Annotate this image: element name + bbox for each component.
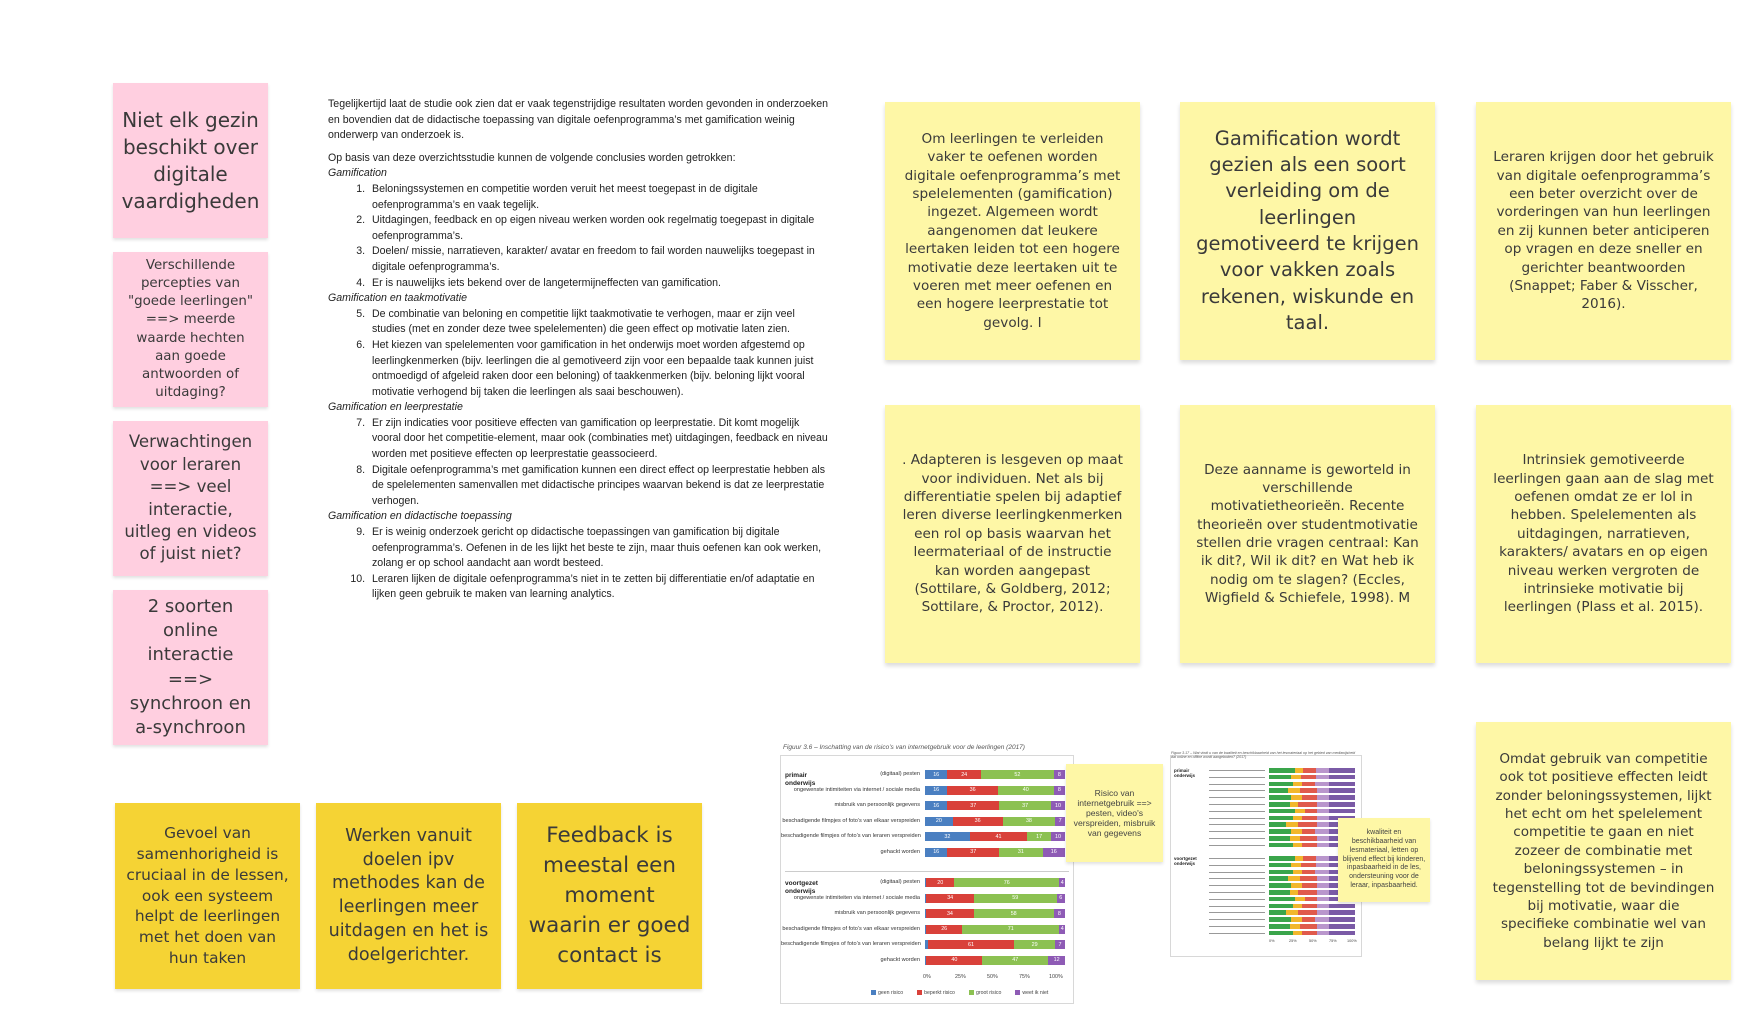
chart-bar-segment <box>1302 931 1317 936</box>
chart-bar <box>925 940 1065 949</box>
pink-note-4[interactable]: 2 soorten online interactie ==> synchroon en a-synchroon <box>113 590 268 745</box>
chart-bar-segment <box>1288 876 1300 881</box>
chart-category-placeholder <box>1209 872 1265 873</box>
chart-bar-segment <box>1269 843 1293 848</box>
chart-tick: 25% <box>1289 939 1297 943</box>
chart-bar-segment: 37 <box>999 801 1051 810</box>
chart-bar-segment <box>1291 829 1301 834</box>
doc-list-item: 9. Er is weinig onderzoek gericht op didactische toepassingen van gamification bij digitale oefenprogramma’s. Oefenen in de les lijkt het beste te zijn, maar thuis oefenen kan ook werken, zolang er op school aandacht aan wordt besteed. <box>368 525 828 572</box>
doc-list-item: 8. Digitale oefenprogramma’s met gamification kunnen een direct effect op leerprestatie hebben als de spelelementen samenvallen met didactische principes waarvan bekend is dat ze leerprestatie verhogen. <box>368 463 828 510</box>
chart-bar-segment <box>1291 883 1301 888</box>
chart-bar-segment <box>1269 904 1293 909</box>
chart-bar-segment <box>1269 782 1293 787</box>
doc-list-item: 10. Leraren lijken de digitale oefenprogramma’s niet in te zetten bij differentiatie en/of adaptatie en lijken geen gebruik te maken van learning analytics. <box>368 572 828 603</box>
chart-bar-segment <box>1316 856 1329 861</box>
doc-lead: Op basis van deze overzichtsstudie kunnen de volgende conclusies worden getrokken: <box>328 151 736 164</box>
chart-category-label: (digitaal) pesten <box>880 771 920 777</box>
dark-note-samenhorigheid[interactable]: Gevoel van samenhorigheid is cruciaal in de lessen, ook een systeem helpt de leerlingen met het doen van hun taken <box>115 803 300 989</box>
chart-bar-segment <box>1317 788 1329 793</box>
doc-list-item: 5. De combinatie van beloning en competitie lijkt taakmotivatie te verhogen, maar er zijn veel studies (met en zonder deze twee spelelementen) die geen effect op motivatie laten zien. <box>368 307 828 338</box>
chart-bar-segment <box>1269 897 1295 902</box>
chart-bar-segment <box>1329 775 1355 780</box>
chart-category-label: ongewenste intimiteiten via internet / sociale media <box>793 786 920 793</box>
dark-note-feedback[interactable]: Feedback is meestal een moment waarin er goed contact is <box>517 803 702 989</box>
chart-bar-segment: 16 <box>925 786 947 795</box>
chart-category-label: ongewenste intimiteiten via internet / sociale media <box>793 894 920 901</box>
chart-bar-segment: 8 <box>1054 786 1065 795</box>
yellow-note-verleiden[interactable]: Om leerlingen te verleiden vaker te oefenen worden digitale oefenprogramma’s met spelelementen (gamification) ingezet. Algemeen wordt aangenomen dat leukere leertaken leiden tot een hogere motivatie deze leertaken uit te voeren met meer oefenen en een hogere leerprestatie tot gevolg. I <box>885 102 1140 360</box>
chart-bar-segment <box>1303 768 1316 773</box>
chart-bar-segment <box>1298 890 1317 895</box>
chart-bar-segment <box>1269 931 1293 936</box>
chart-bar-segment <box>1329 931 1355 936</box>
chart-category-label: misbruik van persoonlijk gegevens <box>834 910 920 916</box>
chart-tick: 75% <box>1329 939 1337 943</box>
chart-tick: 50% <box>1309 939 1317 943</box>
yellow-note-gamification-verleiding[interactable]: Gamification wordt gezien als een soort verleiding om de leerlingen gemotiveerd te krijgen voor vakken zoals rekenen, wiskunde en taal. <box>1180 102 1435 360</box>
chart-bar-segment <box>1317 816 1329 821</box>
chart-category-placeholder <box>1209 878 1265 879</box>
chart-bar-segment <box>1316 863 1329 868</box>
chart-bar <box>925 878 1065 887</box>
chart-category-placeholder <box>1209 804 1265 805</box>
chart-category-label: gehackt worden <box>880 848 920 855</box>
chart-bar-segment <box>1269 924 1290 929</box>
chart-bar-segment <box>1295 768 1304 773</box>
chart-bar-segment <box>1269 809 1295 814</box>
chart-bar-segment <box>1286 822 1298 827</box>
chart-tick: 0% <box>923 974 931 980</box>
chart-bar-segment: 10 <box>1051 832 1065 841</box>
chart-category-placeholder <box>1209 838 1265 839</box>
chart-category-placeholder <box>1209 858 1265 859</box>
doc-list <box>328 416 828 510</box>
doc-list <box>328 182 828 291</box>
chart-bar-segment <box>1302 795 1317 800</box>
chart-category-label: beschadigende filmpjes of foto’s van leraren verspreiden <box>781 833 921 839</box>
chart-bar-segment <box>1269 876 1288 881</box>
chart-bar-segment <box>1269 836 1290 841</box>
chart-bar-segment <box>1317 897 1329 902</box>
chart-bar-segment <box>1290 890 1299 895</box>
chart-bar-segment <box>1315 782 1329 787</box>
chart-category-placeholder <box>1209 797 1265 798</box>
doc-section-heading: Gamification en leerprestatie <box>328 401 463 414</box>
chart-caption: Figuur 3.6 – Inschatting van de risico’s van internetgebruik voor de leerlingen (2017) <box>783 744 1025 751</box>
chart-bar-segment <box>1315 870 1329 875</box>
chart-bar-segment <box>1298 802 1317 807</box>
chart-category-placeholder <box>1209 845 1265 846</box>
chart-category-placeholder <box>1209 933 1265 934</box>
chart-bar-segment: 59 <box>974 894 1057 903</box>
chart-caption: Figuur 3.17 – Wat vindt u van de kwaliteit en beschikbaarheid van het lesmateriaal op het gebied van mediawijsheid dat online en offline wordt aangeboden? (2017) <box>1171 751 1356 759</box>
chart-bar-segment <box>1293 904 1302 909</box>
chart-bar-segment <box>1286 910 1298 915</box>
chart-bar <box>1269 768 1355 773</box>
chart-divider <box>785 871 1069 872</box>
yellow-note-adapteren[interactable]: . Adapteren is lesgeven op maat voor individuen. Net als bij differentiatie spelen bij adaptief leren diverse leerlingkenmerken een rol op basis waarvan het leermateriaal of de instructie kan worden aangepast (Sottilare, & Goldberg, 2012; Sottilare, & Proctor, 2012). <box>885 405 1140 663</box>
chart-bar-segment <box>1290 802 1299 807</box>
chart-group-label: voortgezet onderwijs <box>785 880 818 895</box>
chart-bar-segment <box>1300 836 1317 841</box>
chart-bar-segment: 40 <box>998 786 1054 795</box>
chart-bar-segment <box>1293 816 1302 821</box>
chart-bar <box>925 894 1065 903</box>
chart-category-label: (digitaal) pesten <box>880 879 920 885</box>
legend-item: geen risico <box>871 990 903 996</box>
chart-bar-segment <box>1269 775 1291 780</box>
doc-intro: Tegelijkertijd laat de studie ook zien dat er vaak tegenstrijdige resultaten worden gevonden in onderzoeken en bovendien dat de didactische toepassing van digitale oefenprogramma’s met gamification weinig onderwerp van onderzoek is. <box>328 98 828 142</box>
chart-tick: 0% <box>1269 939 1275 943</box>
chart-bar-segment <box>1329 802 1355 807</box>
chart-bar-segment: 20 <box>925 817 953 826</box>
chart-bar-segment <box>1290 836 1300 841</box>
chart-bar-segment: 36 <box>947 786 997 795</box>
chart-legend <box>871 990 1048 996</box>
chart-bar-segment <box>1317 843 1329 848</box>
legend-item: weet ik niet <box>1015 990 1048 996</box>
chart-category-placeholder <box>1209 824 1265 825</box>
chart-bar-segment <box>1317 931 1329 936</box>
chart-bar-segment <box>1301 775 1316 780</box>
chart-bar <box>925 925 1065 934</box>
chart-bar-segment <box>1302 904 1317 909</box>
chart-bar-segment <box>1329 924 1355 929</box>
chart-bar-segment <box>1316 768 1329 773</box>
chart-bar-segment <box>1269 917 1291 922</box>
chart-bar-segment: 29 <box>1014 940 1055 949</box>
chart-bar-segment <box>1302 883 1317 888</box>
chart-bar-segment: 38 <box>1003 817 1056 826</box>
chart-bar-segment <box>1288 788 1300 793</box>
pink-note-1[interactable]: Niet elk gezin beschikt over digitale vaardigheden <box>113 83 268 238</box>
doc-section-heading: Gamification <box>328 167 387 180</box>
figure-left-note[interactable]: Risico van internetgebruik ==> pesten, video's verspreiden, misbruik van gegevens <box>1066 764 1163 862</box>
chart-bar-segment <box>1269 788 1288 793</box>
quality-chart-figure[interactable] <box>1170 751 1362 957</box>
chart-bar-segment: 12 <box>1048 956 1065 965</box>
chart-bar-segment <box>1316 775 1329 780</box>
chart-bar <box>925 956 1065 965</box>
chart-bar <box>1269 775 1355 780</box>
chart-bar-segment <box>1298 910 1317 915</box>
chart-bar-segment: 41 <box>970 832 1027 841</box>
yellow-note-intrinsiek[interactable]: Intrinsiek gemotiveerde leerlingen gaan aan de slag met oefenen omdat ze er lol in hebben. Spelelementen als uitdagingen, narratieven, karakters/ avatars en op eigen niveau werken vergroten de intrinsieke motivatie bij leerlingen (Plass et al. 2015). <box>1476 405 1731 663</box>
chart-bar-segment <box>1329 768 1355 773</box>
chart-bar-segment <box>1293 931 1302 936</box>
chart-category-placeholder <box>1209 926 1265 927</box>
chart-bar-segment <box>1269 863 1291 868</box>
chart-bar-segment <box>1305 809 1317 814</box>
chart-tick: 75% <box>1019 974 1030 980</box>
chart-bar-segment <box>1269 856 1295 861</box>
chart-bar-segment <box>1291 795 1301 800</box>
chart-bar-segment: 8 <box>1054 770 1065 779</box>
chart-bar-segment: 37 <box>947 801 999 810</box>
chart-bar-segment <box>1301 863 1316 868</box>
document-excerpt <box>328 97 828 603</box>
chart-category-placeholder <box>1209 770 1265 771</box>
chart-bar-segment <box>1291 775 1301 780</box>
chart-bar-segment <box>1315 917 1329 922</box>
chart-bar-segment <box>1269 802 1290 807</box>
chart-bar-segment <box>1269 870 1293 875</box>
chart-bar-segment <box>1329 904 1355 909</box>
chart-bar-segment: 6 <box>1057 894 1065 903</box>
chart-bar-segment <box>1291 917 1301 922</box>
chart-bar-segment: 47 <box>982 956 1048 965</box>
chart-tick: 100% <box>1347 939 1357 943</box>
chart-bar-segment: 10 <box>1051 801 1065 810</box>
chart-bar-segment <box>1317 883 1329 888</box>
chart-bar <box>1269 931 1355 936</box>
chart-bar-segment <box>1302 816 1317 821</box>
chart-bar-segment <box>1317 795 1329 800</box>
chart-bar-segment <box>1329 910 1355 915</box>
doc-list-item: 1. Beloningssystemen en competitie worden veruit het meest toegepast in de digitale oefenprogramma’s en vaak tegelijk. <box>368 182 828 213</box>
chart-category-label: beschadigende filmpjes of foto’s van elkaar verspreiden <box>782 817 920 824</box>
chart-bar-segment <box>1302 870 1316 875</box>
chart-bar-segment: 37 <box>947 848 999 857</box>
legend-item: groot risico <box>969 990 1001 996</box>
chart-bar-segment <box>1317 924 1329 929</box>
chart-group-label: primair onderwijs <box>1174 768 1196 778</box>
doc-list-item: 2. Uitdagingen, feedback en op eigen niveau werken worden ook regelmatig toegepast in digitale oefenprogramma’s. <box>368 213 828 244</box>
chart-category-label: gehackt worden <box>880 956 920 963</box>
risk-chart-figure[interactable] <box>780 744 1074 1004</box>
chart-category-label: beschadigende filmpjes of foto’s van elkaar verspreiden <box>782 925 920 932</box>
chart-bar-segment <box>1302 782 1316 787</box>
doc-list-item: 6. Het kiezen van spelelementen voor gamification in het onderwijs moet worden afgestemd op leerlingkenmerken (bijv. leerlingen die al gemotiveerd zijn voor een bepaalde taak kunnen juist ontmoedigd of afgeleid raken door een beloning) of taakkenmerken (bijv. beloning lijkt vooral motivatie verhogend bij taken die leerlingen als saai beschouwen). <box>368 338 828 400</box>
chart-bar-segment <box>1300 876 1317 881</box>
chart-category-placeholder <box>1209 777 1265 778</box>
chart-category-placeholder <box>1209 818 1265 819</box>
pink-note-2[interactable]: Verschillende percepties van "goede leerlingen" ==> meerde waarde hechten aan goede antwoorden of uitdaging? <box>113 252 268 407</box>
chart-bar-segment: 52 <box>981 770 1054 779</box>
dark-note-doelen[interactable]: Werken vanuit doelen ipv methodes kan de leerlingen meer uitdagen en het is doelgerichter. <box>316 803 501 989</box>
chart-bar-segment <box>1305 897 1317 902</box>
chart-bar-segment <box>1269 883 1291 888</box>
chart-bar-segment: 16 <box>925 848 947 857</box>
yellow-note-competitie[interactable]: Omdat gebruik van competitie ook tot positieve effecten leidt zonder beloningssystemen, lijkt het echt om het spelelement competitie te gaan en niet zozeer de combinatie met beloningssystemen – in tegenstelling tot de bevindingen bij motivatie, waar die specifieke combinatie wel van belang lijkt te zijn <box>1476 722 1731 980</box>
chart-bar-segment: 76 <box>954 878 1059 887</box>
yellow-note-motivatietheorieen[interactable]: Deze aanname is geworteld in verschillende motivatietheorieën. Recente theorieën over studentmotivatie stellen drie vragen centraal: Kan ik dit?, Wil ik dit? en Wat heb ik nodig om te slagen? (Eccles, Wigfield & Schiefele, 1998). M <box>1180 405 1435 663</box>
chart-bar-segment: 8 <box>1054 909 1065 918</box>
chart-bar-segment <box>1298 822 1317 827</box>
chart-bar-segment: 4 <box>1060 879 1064 886</box>
chart-bar <box>925 817 1065 826</box>
chart-bar-segment: 26 <box>926 925 962 934</box>
chart-bar <box>1269 788 1355 793</box>
chart-bar-segment: 34 <box>926 894 974 903</box>
chart-bar-segment: 16 <box>925 770 947 779</box>
chart-bar-segment <box>1291 863 1301 868</box>
chart-bar-segment <box>1329 917 1355 922</box>
chart-bar <box>1269 809 1355 814</box>
chart-bar-segment <box>1317 910 1329 915</box>
chart-category-placeholder <box>1209 912 1265 913</box>
chart-bar-segment <box>1317 890 1329 895</box>
chart-bar-segment <box>1302 917 1316 922</box>
chart-bar-segment <box>1329 782 1355 787</box>
chart-bar-segment: 36 <box>953 817 1003 826</box>
chart-bar-segment: 58 <box>974 909 1054 918</box>
chart-bar-segment <box>1317 904 1329 909</box>
chart-bar-segment <box>1269 822 1286 827</box>
chart-bar-segment <box>1293 843 1302 848</box>
chart-bar-segment <box>1302 829 1316 834</box>
chart-bar-segment <box>1295 809 1305 814</box>
doc-list-item: 7. Er zijn indicaties voor positieve effecten van gamification op leerprestatie. Dit komt mogelijk vooral door het competitie-element, maar ook (combinaties met) uitdagingen, feedback en niveau worden met positieve effecten op leerprestatie geassocieerd. <box>368 416 828 463</box>
chart-bar-segment <box>1317 876 1329 881</box>
chart-bar-segment: 7 <box>1055 817 1065 826</box>
chart-bar-segment: 7 <box>1055 940 1065 949</box>
chart-bar-segment <box>1317 822 1329 827</box>
doc-list-item: 3. Doelen/ missie, narratieven, karakter/ avatar en freedom to fail worden nauwelijks toegepast in digitale oefenprogramma’s. <box>368 244 828 275</box>
chart-bar <box>1269 795 1355 800</box>
chart-bar-segment: 61 <box>928 940 1014 949</box>
chart-bar-segment <box>1295 856 1304 861</box>
chart-bar-segment: 24 <box>947 770 981 779</box>
chart-bar <box>1269 904 1355 909</box>
chart-category-placeholder <box>1209 831 1265 832</box>
chart-bar-segment <box>1317 809 1329 814</box>
chart-bar-segment: 16 <box>925 801 947 810</box>
chart-bar <box>1269 917 1355 922</box>
chart-category-placeholder <box>1209 899 1265 900</box>
chart-category-label: misbruik van persoonlijk gegevens <box>834 802 920 808</box>
chart-bar <box>925 832 1065 841</box>
chart-category-placeholder <box>1209 811 1265 812</box>
chart-bar-segment: 34 <box>926 909 973 918</box>
chart-category-placeholder <box>1209 892 1265 893</box>
chart-bar <box>925 909 1065 918</box>
chart-bar-segment <box>1329 788 1355 793</box>
chart-bar-segment: 31 <box>999 848 1042 857</box>
chart-bar-segment <box>1315 829 1329 834</box>
chart-bar-segment <box>1269 890 1290 895</box>
chart-bar-segment <box>1269 910 1286 915</box>
chart-bar-segment <box>1300 924 1317 929</box>
chart-bar-segment <box>1329 809 1355 814</box>
chart-bar-segment: 32 <box>925 832 970 841</box>
chart-bar-segment <box>1300 788 1317 793</box>
chart-bar-segment <box>1269 768 1295 773</box>
chart-bar-segment <box>1317 836 1329 841</box>
chart-group-label: voortgezet onderwijs <box>1174 856 1197 866</box>
chart-bar <box>1269 782 1355 787</box>
legend-item: beperkt risico <box>917 990 955 996</box>
chart-bar <box>925 786 1065 795</box>
chart-category-label: beschadigende filmpjes of foto’s van leraren verspreiden <box>781 941 921 947</box>
chart-bar-segment: 20 <box>926 878 954 887</box>
chart-bar-segment <box>1293 870 1302 875</box>
doc-list <box>328 525 828 603</box>
chart-bar-segment <box>1269 816 1293 821</box>
chart-bar <box>925 770 1065 779</box>
chart-tick: 25% <box>955 974 966 980</box>
chart-bar-segment <box>1329 795 1355 800</box>
yellow-note-leraren-overzicht[interactable]: Leraren krijgen door het gebruik van digitale oefenprogramma’s een beter overzicht over de vorderingen van hun leerlingen en zij kunnen beter anticiperen op vragen en deze sneller en gerichter beantwoorden (Snappet; Faber & Visscher, 2016). <box>1476 102 1731 360</box>
chart-bar-segment: 16 <box>1043 848 1065 857</box>
chart-bar-segment <box>1293 782 1302 787</box>
chart-tick: 100% <box>1049 974 1063 980</box>
chart-bar <box>925 848 1065 857</box>
chart-bar-segment: 40 <box>926 956 982 965</box>
chart-bar <box>1269 910 1355 915</box>
doc-section-heading: Gamification en taakmotivatie <box>328 292 467 305</box>
chart-bar-segment: 4 <box>1060 926 1064 932</box>
chart-category-placeholder <box>1209 919 1265 920</box>
chart-tick: 50% <box>987 974 998 980</box>
doc-list <box>328 307 828 401</box>
figure-right-note[interactable]: kwaliteit en beschikbaarheid van lesmateriaal, letten op blijvend effect bij kinderen, inpasbaarheid in de les, ondersteuning voor de leraar, inpasbaarheid. <box>1338 818 1430 902</box>
chart-bar-segment <box>1295 897 1305 902</box>
chart-category-placeholder <box>1209 906 1265 907</box>
chart-bar-segment: 17 <box>1027 832 1051 841</box>
chart-bar-segment <box>1290 924 1300 929</box>
chart-bar-segment <box>1303 856 1316 861</box>
chart-category-placeholder <box>1209 865 1265 866</box>
chart-bar-segment <box>1269 829 1291 834</box>
chart-bar-segment <box>1317 802 1329 807</box>
doc-section-heading: Gamification en didactische toepassing <box>328 510 512 523</box>
chart-category-placeholder <box>1209 784 1265 785</box>
chart-bar <box>1269 924 1355 929</box>
chart-bar-segment <box>1269 795 1291 800</box>
chart-group-label: primair onderwijs <box>785 772 816 787</box>
pink-note-3[interactable]: Verwachtingen voor leraren ==> veel interactie, uitleg en videos of juist niet? <box>113 421 268 576</box>
chart-bar <box>925 801 1065 810</box>
chart-bar-segment <box>1302 843 1317 848</box>
doc-list-item: 4. Er is nauwelijks iets bekend over de langetermijneffecten van gamification. <box>368 276 828 292</box>
chart-bar <box>1269 802 1355 807</box>
chart-bar-segment: 71 <box>962 925 1059 934</box>
chart-category-placeholder <box>1209 790 1265 791</box>
chart-category-placeholder <box>1209 885 1265 886</box>
